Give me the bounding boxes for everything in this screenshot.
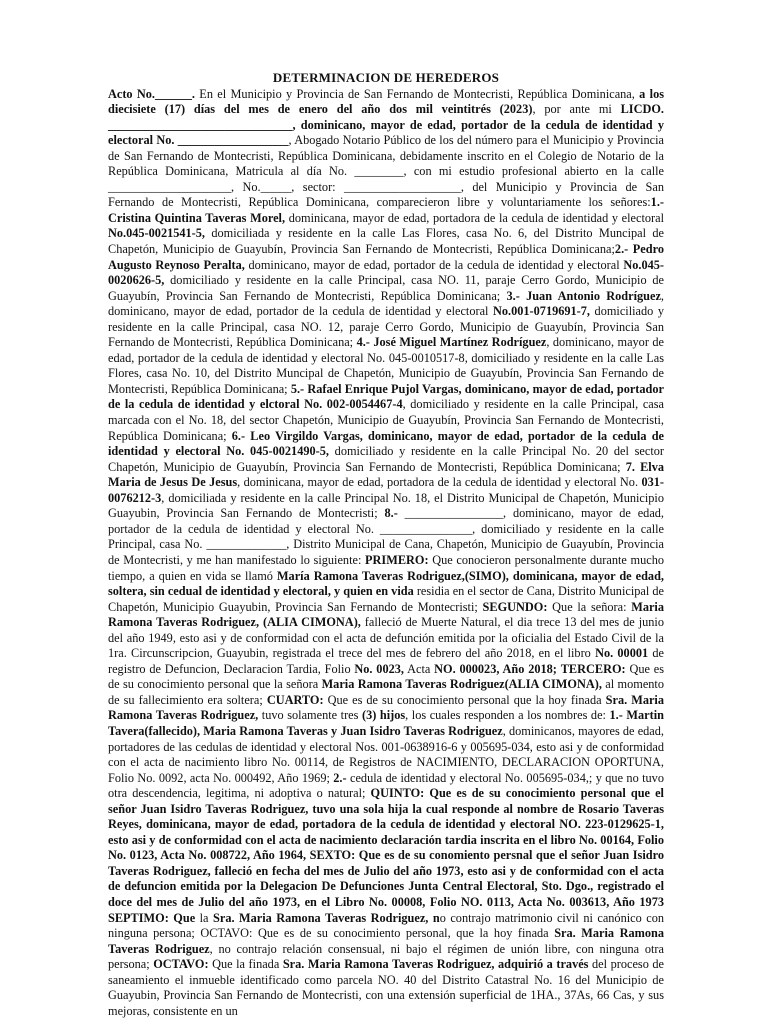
bold-text-segment: No. 00001	[595, 646, 649, 661]
text-segment: residia en el sector de Cana, Distrito Municipal de Chapetón, Municipio Guayubin, Provincia San Fernando de Montecristi;	[108, 584, 664, 614]
bold-text-segment: Maria Ramona Taveras Rodriguez, (ALIA CIMONA),	[108, 599, 664, 630]
bold-text-segment: Sra. Maria Ramona Taveras Rodriguez, adquirió a través	[282, 957, 589, 972]
text-segment: , dominicanos, mayores de edad, portadores de las cedulas de identidad y electoral Nos. 001-0638916-6 y 005695-034, esto asi y de conformidad con el acta de nacimiento libro No. 00114, de Registros de NACIMIENTO, DECLARACION OPORTUNA, Folio No. 0092, acta No. 000492, Año 1969;	[108, 723, 664, 785]
text-segment: domiciliado y residente en la calle Principal, casa NO. 11, paraje Cerro Gordo, Municipio de Guayubín, Provincia San Fernando de Montecristi, República Dominicana;	[108, 273, 664, 303]
bold-text-segment: (3) hijos	[361, 708, 406, 723]
bold-text-segment: 4.- José Miguel Martínez Rodríguez	[356, 335, 547, 350]
bold-text-segment: SEGUNDO:	[482, 599, 548, 614]
text-segment: , domiciliado y residente en la calle Principal, casa marcada con el No. 18, del sector Chapetón, Municipio de Guayubín, Provincia San Fernando de Montecristi, República Dominicana;	[108, 397, 664, 443]
bold-text-segment: LICDO. ______________________________, dominicano, mayor de edad, portador de la cedula de identidad y electoral No. __________________	[108, 102, 664, 148]
bold-text-segment: Sra. Maria Ramona Taveras Rodriguez	[108, 926, 664, 956]
text-segment: domiciliado y residente en la calle Principal, casa NO. 12, paraje Cerro Gordo, Municipio de Guayubín, Provincia San Fernando de Montecristi, República Dominicana;	[108, 304, 664, 350]
bold-text-segment: 031-0076212-3	[108, 475, 664, 505]
text-segment: o contrajo matrimonio civil ni canónico con ninguna persona; OCTAVO: Que es de su conocimiento personal, que la hoy finada	[108, 910, 664, 941]
bold-text-segment: 1.- Martin Tavera(fallecido), Maria Ramona Taveras y Juan Isidro Taveras Rodriguez	[108, 708, 664, 738]
text-segment: Que es de su conocimiento personal que la señora	[108, 661, 664, 692]
text-segment: , Abogado Notario Público de los del número para el Municipio y Provincia de San Fernando de Montecristi, República Dominicana, debidamente inscrito en el Colegio de Notario de la República Dominicana, Matricula al día No. ________, con mi estudio profesional abierto en la calle ____________________, No._____, sector: ___________________, del Municipio y Provincia de San Fernando de Montecristi, República Dominicana, comparecieron libre y voluntariamente los señores:	[108, 133, 665, 210]
text-segment: domiciliada y residente en la calle Las Flores, casa No. 6, del Distrito Muncipal de Chapetón, Municipio de Guayubín, Provincia San Fernando de Montecristi, República Dominicana;	[108, 226, 664, 257]
bold-text-segment: 3.- Juan Antonio Rodríguez	[506, 288, 661, 303]
bold-text-segment: TERCERO:	[560, 661, 626, 676]
text-segment: Que la finada	[208, 957, 283, 972]
text-segment: de registro de Defuncion, Declaracion Tardia, Folio	[108, 646, 664, 676]
text-segment: , dominicano, mayor de edad, portador de la cedula de identidad y electoral No. 045-0010517-8, domiciliado y residente en la calle Las Flores, casa No. 10, del Distrito Muncipal de Chapetón, Municipio de Guayubín, Provincia San Fernando de Montecristi, República Dominicana;	[108, 335, 664, 396]
bold-text-segment: 6.- Leo Virgildo Vargas, dominicano, mayor de edad, portador de la cedula de identidad y electoral No. 045-0021490-5,	[108, 428, 664, 459]
bold-text-segment: No.001-0719691-7,	[493, 304, 591, 319]
bold-text-segment: Maria Ramona Taveras Rodriguez(ALIA CIMONA),	[321, 677, 602, 692]
bold-text-segment: PRIMERO:	[365, 552, 429, 567]
bold-text-segment: 8.-	[384, 506, 398, 521]
text-segment: del proceso de saneamiento el inmueble identificado como parcela NO. 40 del Distrito Catastral No. 16 del Municipio de Guayubin, Provincia San Fernando de Montecristi, con una extensión superficial de 1HA., 37As, 66 Cas, y sus mejoras, consistente en un	[108, 957, 665, 1018]
text-segment: cedula de identidad y electoral No. 005695-034,; y que no tuvo otra descendencia, legitima, ni adoptiva o natural;	[108, 770, 664, 801]
text-segment: Que es de su conocimiento personal que la hoy finada	[323, 692, 606, 707]
bold-text-segment: No.045-0020626-5,	[108, 257, 664, 288]
text-segment: Que la señora:	[547, 599, 632, 614]
document-title: DETERMINACION DE HEREDEROS	[272, 70, 500, 85]
text-segment: dominicana, mayor de edad, portadora de la cedula de identidad y electoral	[285, 210, 664, 225]
document	[108, 70, 664, 1019]
bold-text-segment: 7. Elva Maria de Jesus De Jesus	[108, 459, 664, 490]
text-segment: , dominicana, mayor de edad, portadora de la cedula de identidad y electoral No.	[237, 475, 642, 490]
text-segment: falleció de Muerte Natural, el dia trece 13 del mes de junio del año 1949, esto asi y de conformidad con el acta de defunción emitida por la oficialia del Estado Civil de la 1ra. Circunscripcion, Guayubin, registrada el trece del mes de febrero del año 2018, en el libro	[108, 615, 664, 661]
bold-text-segment: 2.-	[333, 770, 347, 785]
bold-text-segment: Sra. Maria Ramona Taveras Rodriguez, n	[213, 910, 440, 925]
text-segment: domiciliado y residente en la calle Principal No. 20 del sector Chapetón, Municipio de Guayubín, Provincia San Fernando de Montecristi, República Dominicana;	[108, 444, 664, 474]
bold-text-segment: OCTAVO:	[153, 957, 209, 972]
bold-text-segment: QUINTO: Que es de su conocimiento personal que el señor Juan Isidro Taveras Rodriguez, tuvo una sola hija la cual responde al nombre de Rosario Taveras Reyes, dominicana, mayor de edad, portadora de la cedula de identidad y electoral NO. 223-0129625-1, esto asi y de conformidad con el acta de nacimiento declaración tardia inscrita en el libro No. 00164, Folio No. 0123, Acta No. 008722, Año 1964, SEXTO: Que es de su conomiento persnal que el señor Juan Isidro Taveras Rodriguez, falleció en fecha del mes de Julio del año 1973, esto asi y de conformidad con el acta de defuncion emitida por la Delegacion De Defunciones Junta Central Electoral, Sto. Dgo., registrado el doce del mes de Julio del año 1973, en el Libro No. 00008, Folio NO. 0113, Acta No. 003613, Año 1973 SEPTIMO: Que	[108, 786, 664, 925]
bold-text-segment: No.045-0021541-5,	[108, 226, 206, 241]
bold-text-segment: CUARTO:	[266, 692, 324, 707]
text-segment: , domiciliada y residente en la calle Principal No. 18, el Distrito Municipal de Chapetón, Municipio Guayubin, Provincia San Fernando de Montecristi;	[108, 490, 664, 521]
text-segment: tuvo solamente tres	[258, 708, 362, 723]
bold-text-segment: Acto No.______.	[108, 86, 195, 101]
bold-text-segment: a los diecisiete (17) días del mes de enero del año dos mil veintitrés (2023)	[108, 86, 664, 117]
text-segment: , no contrajo relación consensual, ni bajo el régimen de unión libre, con ninguna otra persona;	[108, 941, 664, 972]
text-segment: , dominicano, mayor de edad, portador de la cedula de identidad y electoral	[108, 288, 664, 319]
document-body	[108, 87, 664, 1020]
text-segment: ________________, dominicano, mayor de edad, portador de la cedula de identidad y electoral No. _______________, domiciliado y residente en la calle Principal, casa No. _____________, Distrito Municipal de Cana, Chapetón, Municipio de Guayubín, Provincia de Montecristi, y me han manifestado lo siguiente:	[108, 506, 665, 567]
bold-text-segment: Sra. Maria Ramona Taveras Rodriguez,	[108, 692, 664, 723]
text-segment: , por ante mi	[532, 102, 621, 117]
text-segment: al momento de su fallecimiento era soltera;	[108, 677, 664, 707]
bold-text-segment: 2.- Pedro Augusto Reynoso Peralta,	[108, 242, 664, 272]
text-segment: En el Municipio y Provincia de San Fernando de Montecristi, República Dominicana,	[194, 86, 640, 101]
bold-text-segment: 5.- Rafael Enrique Pujol Vargas, dominicano, mayor de edad, portador de la cedula de identidad y elctoral No. 002-0054467-4	[108, 381, 664, 412]
text-segment: la	[195, 910, 214, 925]
text-segment: Acta	[403, 661, 435, 676]
text-segment: , los cuales responden a los nombres de:	[405, 708, 610, 723]
bold-text-segment: No. 0023,	[354, 661, 404, 676]
bold-text-segment: María Ramona Taveras Rodriguez,(SIMO), dominicana, mayor de edad, soltera, sin cedual de identidad y electoral, y quien en vida	[108, 568, 664, 599]
text-segment: dominicano, mayor de edad, portador de la cedula de identidad y electoral	[244, 257, 624, 272]
bold-text-segment: 1.- Cristina Quintina Taveras Morel,	[108, 195, 664, 225]
text-segment: Que conocieron personalmente durante mucho tiempo, a quien en vida se llamó	[108, 552, 665, 583]
bold-text-segment: NO. 000023, Año 2018;	[434, 661, 557, 676]
